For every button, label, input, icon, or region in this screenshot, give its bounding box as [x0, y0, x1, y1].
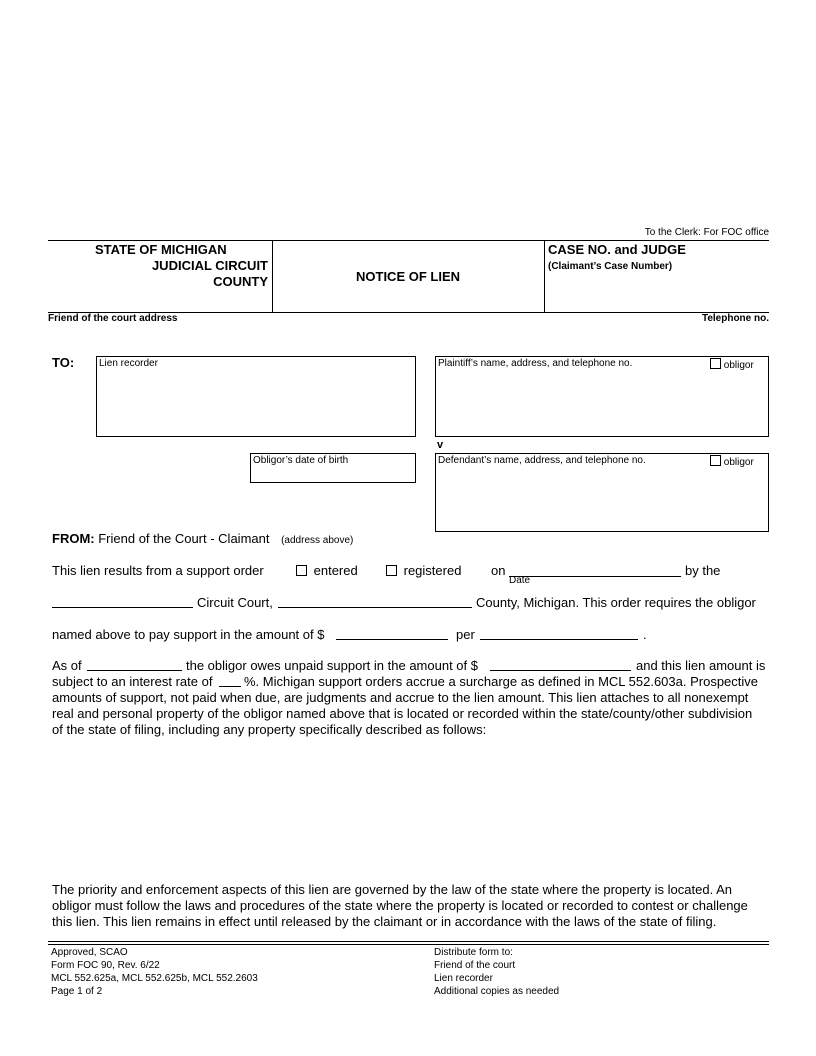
- footer-dist-copies: Additional copies as needed: [434, 986, 560, 997]
- lien-amount-text: and this lien amount is: [636, 658, 766, 673]
- telephone-label: Telephone no.: [701, 313, 769, 324]
- from-text: Friend of the Court - Claimant: [98, 531, 270, 546]
- defendant-box[interactable]: [435, 453, 769, 532]
- from-line: [52, 531, 353, 546]
- paragraph-line-5: of the state of filing, including any property specifically described as follows:: [52, 722, 487, 737]
- circuit-court-field[interactable]: [52, 607, 193, 608]
- footer-left: [51, 946, 258, 998]
- entered-checkbox[interactable]: [296, 565, 307, 576]
- header-divider-right: [544, 240, 545, 312]
- entered-option[interactable]: [296, 563, 358, 578]
- footer-distribute-title: Distribute form to:: [434, 947, 513, 958]
- per-label: per: [456, 627, 475, 642]
- circuit-court-label: Circuit Court,: [197, 595, 273, 610]
- entered-label: entered: [313, 563, 358, 578]
- obligor-dob-label: Obligor’s date of birth: [253, 455, 349, 466]
- owes-label: the obligor owes unpaid support in the amount of $: [186, 658, 478, 673]
- defendant-obligor-option[interactable]: [710, 455, 754, 468]
- footer-dist-lien-recorder: Lien recorder: [434, 973, 493, 984]
- plaintiff-obligor-option[interactable]: [710, 358, 754, 371]
- priority-line-1: The priority and enforcement aspects of this lien are governed by the law of the state where the property is located. An: [52, 882, 732, 897]
- foc-address-label: Friend of the court address: [48, 313, 178, 324]
- registered-checkbox[interactable]: [386, 565, 397, 576]
- lien-recorder-box[interactable]: [96, 356, 416, 437]
- footer-approved: Approved, SCAO: [51, 947, 128, 958]
- footer-form-number: Form FOC 90, Rev. 6/22: [51, 960, 160, 971]
- interest-rate-field[interactable]: [219, 686, 241, 687]
- footer-rule-1: [48, 941, 769, 942]
- county-michigan-text: County, Michigan. This order requires the obligor: [476, 595, 756, 610]
- period-mark: .: [643, 627, 647, 642]
- lien-recorder-label: Lien recorder: [99, 358, 158, 369]
- from-label: FROM:: [52, 531, 95, 546]
- defendant-obligor-checkbox[interactable]: [710, 455, 721, 466]
- footer-right: [434, 946, 559, 998]
- county-field[interactable]: [278, 607, 472, 608]
- defendant-obligor-label: obligor: [723, 457, 754, 468]
- order-date-field[interactable]: [509, 576, 681, 577]
- order-line-start: This lien results from a support order: [52, 563, 264, 578]
- versus-label: v: [437, 439, 444, 451]
- header-top-rule: [48, 240, 769, 241]
- priority-line-3: this lien. This lien remains in effect until released by the claimant or in accordance with the laws of the state of filing.: [52, 914, 717, 929]
- priority-line-2: obligor must follow the laws and procedures of the state where the property is located or recorded to contest or challenge: [52, 898, 748, 913]
- interest-label: subject to an interest rate of: [52, 674, 213, 689]
- to-label: TO:: [52, 355, 75, 370]
- as-of-label: As of: [52, 658, 82, 673]
- footer-mcl: MCL 552.625a, MCL 552.625b, MCL 552.2603: [51, 973, 258, 984]
- support-amount-label: named above to pay support in the amount of $: [52, 627, 325, 642]
- from-address-note: (address above): [281, 535, 354, 546]
- county-label: COUNTY: [213, 274, 268, 289]
- footer-page: Page 1 of 2: [51, 986, 103, 997]
- case-label: CASE NO. and JUDGE: [548, 242, 686, 257]
- as-of-date-field[interactable]: [87, 670, 182, 671]
- plaintiff-obligor-checkbox[interactable]: [710, 358, 721, 369]
- paragraph-line-4: real and personal property of the obligor named above that is located or recorded within the state/county/other subdivision: [52, 706, 753, 721]
- by-the-label: by the: [685, 563, 721, 578]
- paragraph-line-3: amounts of support, not paid when due, are judgments and accrue to the lien amount. This lien attaches to all nonexempt: [52, 690, 749, 705]
- plaintiff-label: Plaintiff’s name, address, and telephone no.: [438, 358, 633, 369]
- circuit-label: JUDICIAL CIRCUIT: [151, 258, 268, 273]
- clerk-note: To the Clerk: For FOC office: [644, 227, 769, 238]
- support-amount-field[interactable]: [336, 639, 448, 640]
- footer-dist-foc: Friend of the court: [434, 960, 516, 971]
- unpaid-amount-field[interactable]: [490, 670, 631, 671]
- case-sub-label: (Claimant’s Case Number): [548, 261, 673, 272]
- plaintiff-obligor-label: obligor: [723, 360, 754, 371]
- obligor-dob-box[interactable]: [250, 453, 416, 483]
- registered-label: registered: [403, 563, 462, 578]
- registered-option[interactable]: [386, 563, 461, 578]
- on-label: on: [491, 563, 506, 578]
- interest-continuation: %. Michigan support orders accrue a surcharge as defined in MCL 552.603a. Prospective: [244, 674, 759, 689]
- footer-rule-2: [48, 944, 769, 945]
- plaintiff-box[interactable]: [435, 356, 769, 437]
- defendant-label: Defendant’s name, address, and telephone no.: [438, 455, 646, 466]
- date-label: Date: [509, 575, 531, 586]
- support-period-field[interactable]: [480, 639, 638, 640]
- form-title: NOTICE OF LIEN: [356, 269, 460, 284]
- state-label: STATE OF MICHIGAN: [95, 242, 227, 257]
